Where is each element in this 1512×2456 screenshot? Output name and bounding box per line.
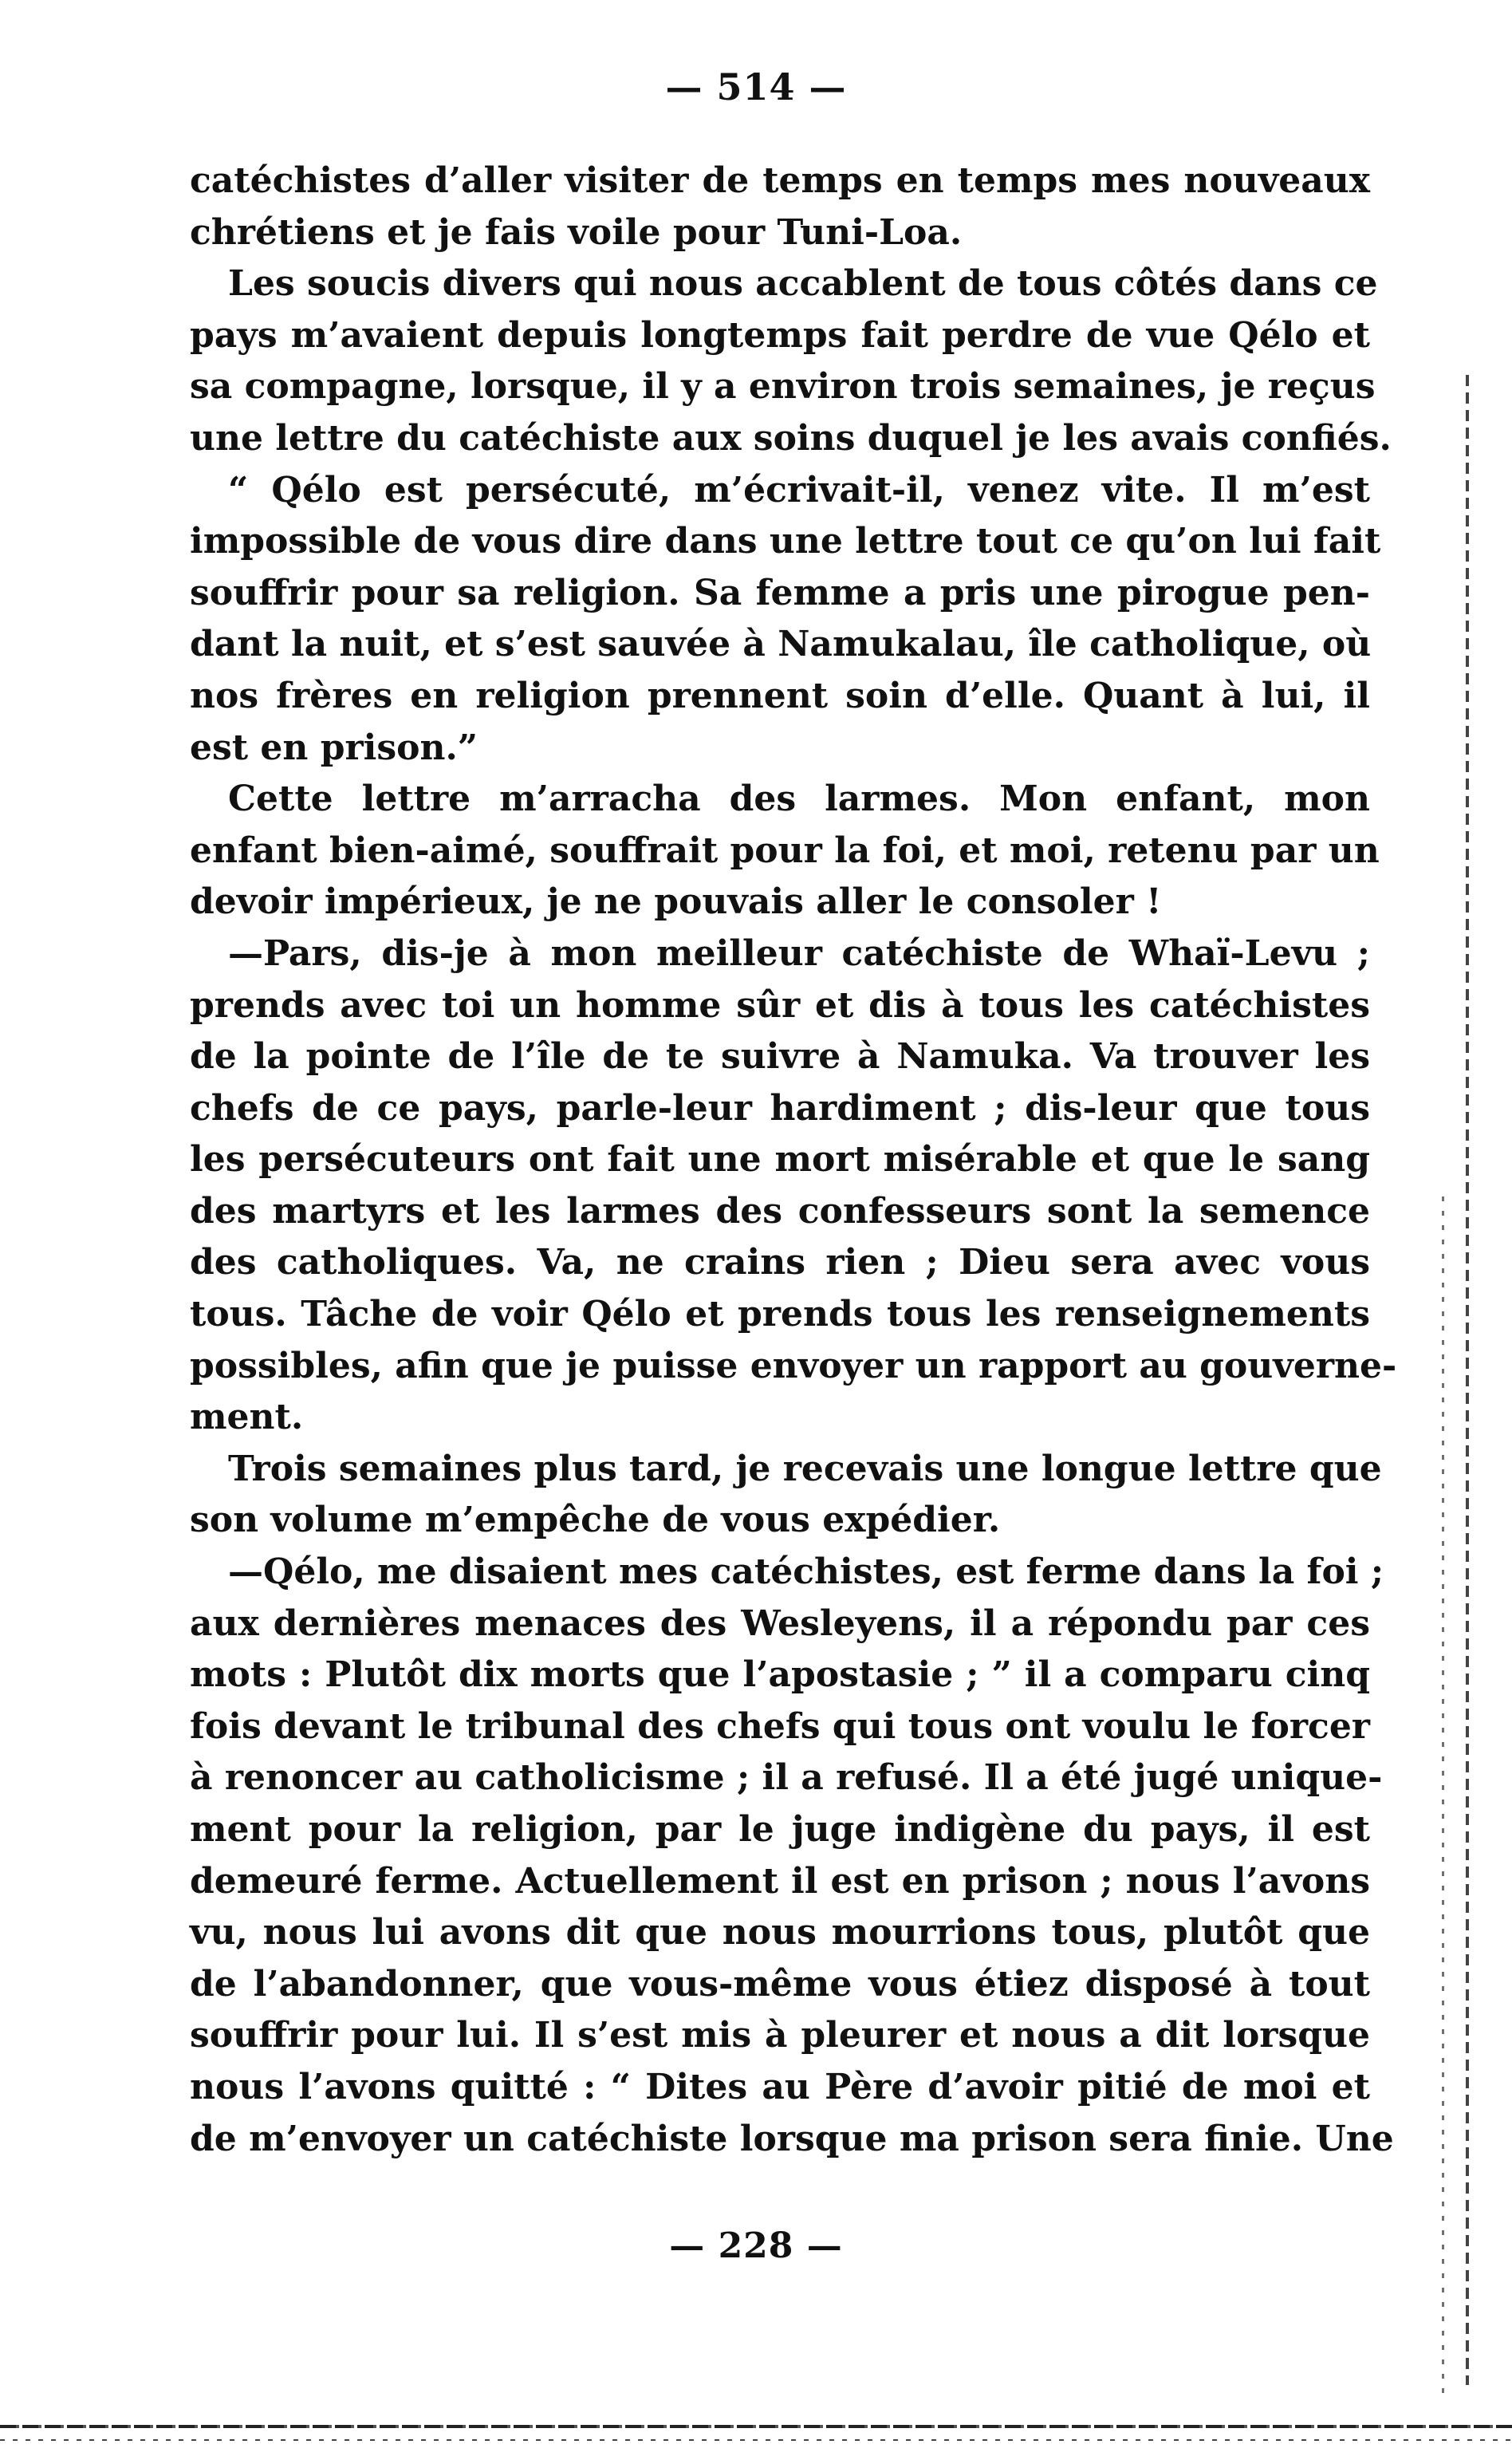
text-line: ment. xyxy=(190,1397,304,1438)
paragraph-start-line: Trois semaines plus tard, je recevais une longue lettre que xyxy=(228,1448,1382,1489)
text-line: dant la nuit, et s’est sauvée à Namukalau, île catholique, où xyxy=(190,624,1372,665)
text-line: aux dernières menaces des Wesleyens, il a répondu par ces xyxy=(190,1603,1370,1644)
scan-bottom-edge xyxy=(0,2439,1512,2441)
scan-bottom-edge xyxy=(0,2425,1512,2428)
text-line: prends avec toi un homme sûr et dis à tous les catéchistes xyxy=(190,984,1370,1026)
text-line: nos frères en religion prennent soin d’elle. Quant à lui, il xyxy=(190,675,1370,716)
text-line: possibles, afin que je puisse envoyer un rapport au gouverne- xyxy=(190,1345,1397,1386)
text-line: chefs de ce pays, parle-leur hardiment ; dis-leur que tous xyxy=(190,1087,1370,1129)
text-line: son volume m’empêche de vous expédier. xyxy=(190,1500,1001,1541)
paragraph-start-line: —Pars, dis-je à mon meilleur catéchiste de Whaï-Levu ; xyxy=(228,932,1370,974)
signature-mark: — 228 — xyxy=(669,2225,843,2266)
text-line: catéchistes d’aller visiter de temps en temps mes nouveaux xyxy=(190,160,1370,201)
paragraph-start-line: Cette lettre m’arracha des larmes. Mon enfant, mon xyxy=(228,779,1370,820)
text-line: de la pointe de l’île de te suivre à Namuka. Va trouver les xyxy=(190,1036,1370,1078)
text-line: des catholiques. Va, ne crains rien ; Dieu sera avec vous xyxy=(190,1242,1370,1283)
text-line: nous l’avons quitté : “ Dites au Père d’avoir pitié de moi et xyxy=(190,2066,1370,2107)
text-line: souffrir pour sa religion. Sa femme a pris une pirogue pen- xyxy=(190,572,1370,613)
body-text xyxy=(190,156,1397,2165)
page-number: — 514 — xyxy=(665,65,847,108)
text-line: devoir impérieux, je ne pouvais aller le consoler ! xyxy=(190,881,1162,923)
paragraph-start-line: —Qélo, me disaient mes catéchistes, est ferme dans la foi ; xyxy=(228,1551,1384,1593)
text-line: de m’envoyer un catéchiste lorsque ma prison sera finie. Une xyxy=(190,2118,1394,2159)
text-line: est en prison.” xyxy=(190,727,478,768)
text-line: pays m’avaient depuis longtemps fait perdre de vue Qélo et xyxy=(190,314,1370,356)
text-line: chrétiens et je fais voile pour Tuni-Loa. xyxy=(190,211,963,253)
text-line: des martyrs et les larmes des confesseurs sont la semence xyxy=(190,1190,1370,1232)
paragraph-start-line: Les soucis divers qui nous accablent de tous côtés dans ce xyxy=(228,263,1378,305)
text-line: une lettre du catéchiste aux soins duquel je les avais confiés. xyxy=(190,417,1392,459)
text-line: mots : Plutôt dix morts que l’apostasie ; ” il a comparu cinq xyxy=(190,1654,1370,1696)
scan-edge-artifact xyxy=(1442,1196,1444,2393)
text-line: les persécuteurs ont fait une mort misérable et que le sang xyxy=(190,1139,1370,1181)
text-line: de l’abandonner, que vous-même vous étiez disposé à tout xyxy=(190,1963,1370,2005)
text-line: tous. Tâche de voir Qélo et prends tous les renseignements xyxy=(190,1294,1370,1335)
scan-edge-artifact xyxy=(1466,375,1469,2385)
text-line: fois devant le tribunal des chefs qui tous ont voulu le forcer xyxy=(190,1705,1370,1747)
text-line: ment pour la religion, par le juge indigène du pays, il est xyxy=(190,1809,1370,1850)
text-line: souffrir pour lui. Il s’est mis à pleurer et nous a dit lorsque xyxy=(190,2015,1370,2056)
paragraph-start-line: “ Qélo est persécuté, m’écrivait-il, venez vite. Il m’est xyxy=(228,469,1370,511)
text-line: impossible de vous dire dans une lettre tout ce qu’on lui fait xyxy=(190,521,1381,562)
text-line: vu, nous lui avons dit que nous mourrions tous, plutôt que xyxy=(190,1912,1370,1953)
text-line: à renoncer au catholicisme ; il a refusé. Il a été jugé unique- xyxy=(190,1757,1383,1799)
text-line: demeuré ferme. Actuellement il est en prison ; nous l’avons xyxy=(190,1860,1370,1902)
text-line: sa compagne, lorsque, il y a environ trois semaines, je reçus xyxy=(190,366,1376,408)
text-line: enfant bien-aimé, souffrait pour la foi, et moi, retenu par un xyxy=(190,830,1380,871)
